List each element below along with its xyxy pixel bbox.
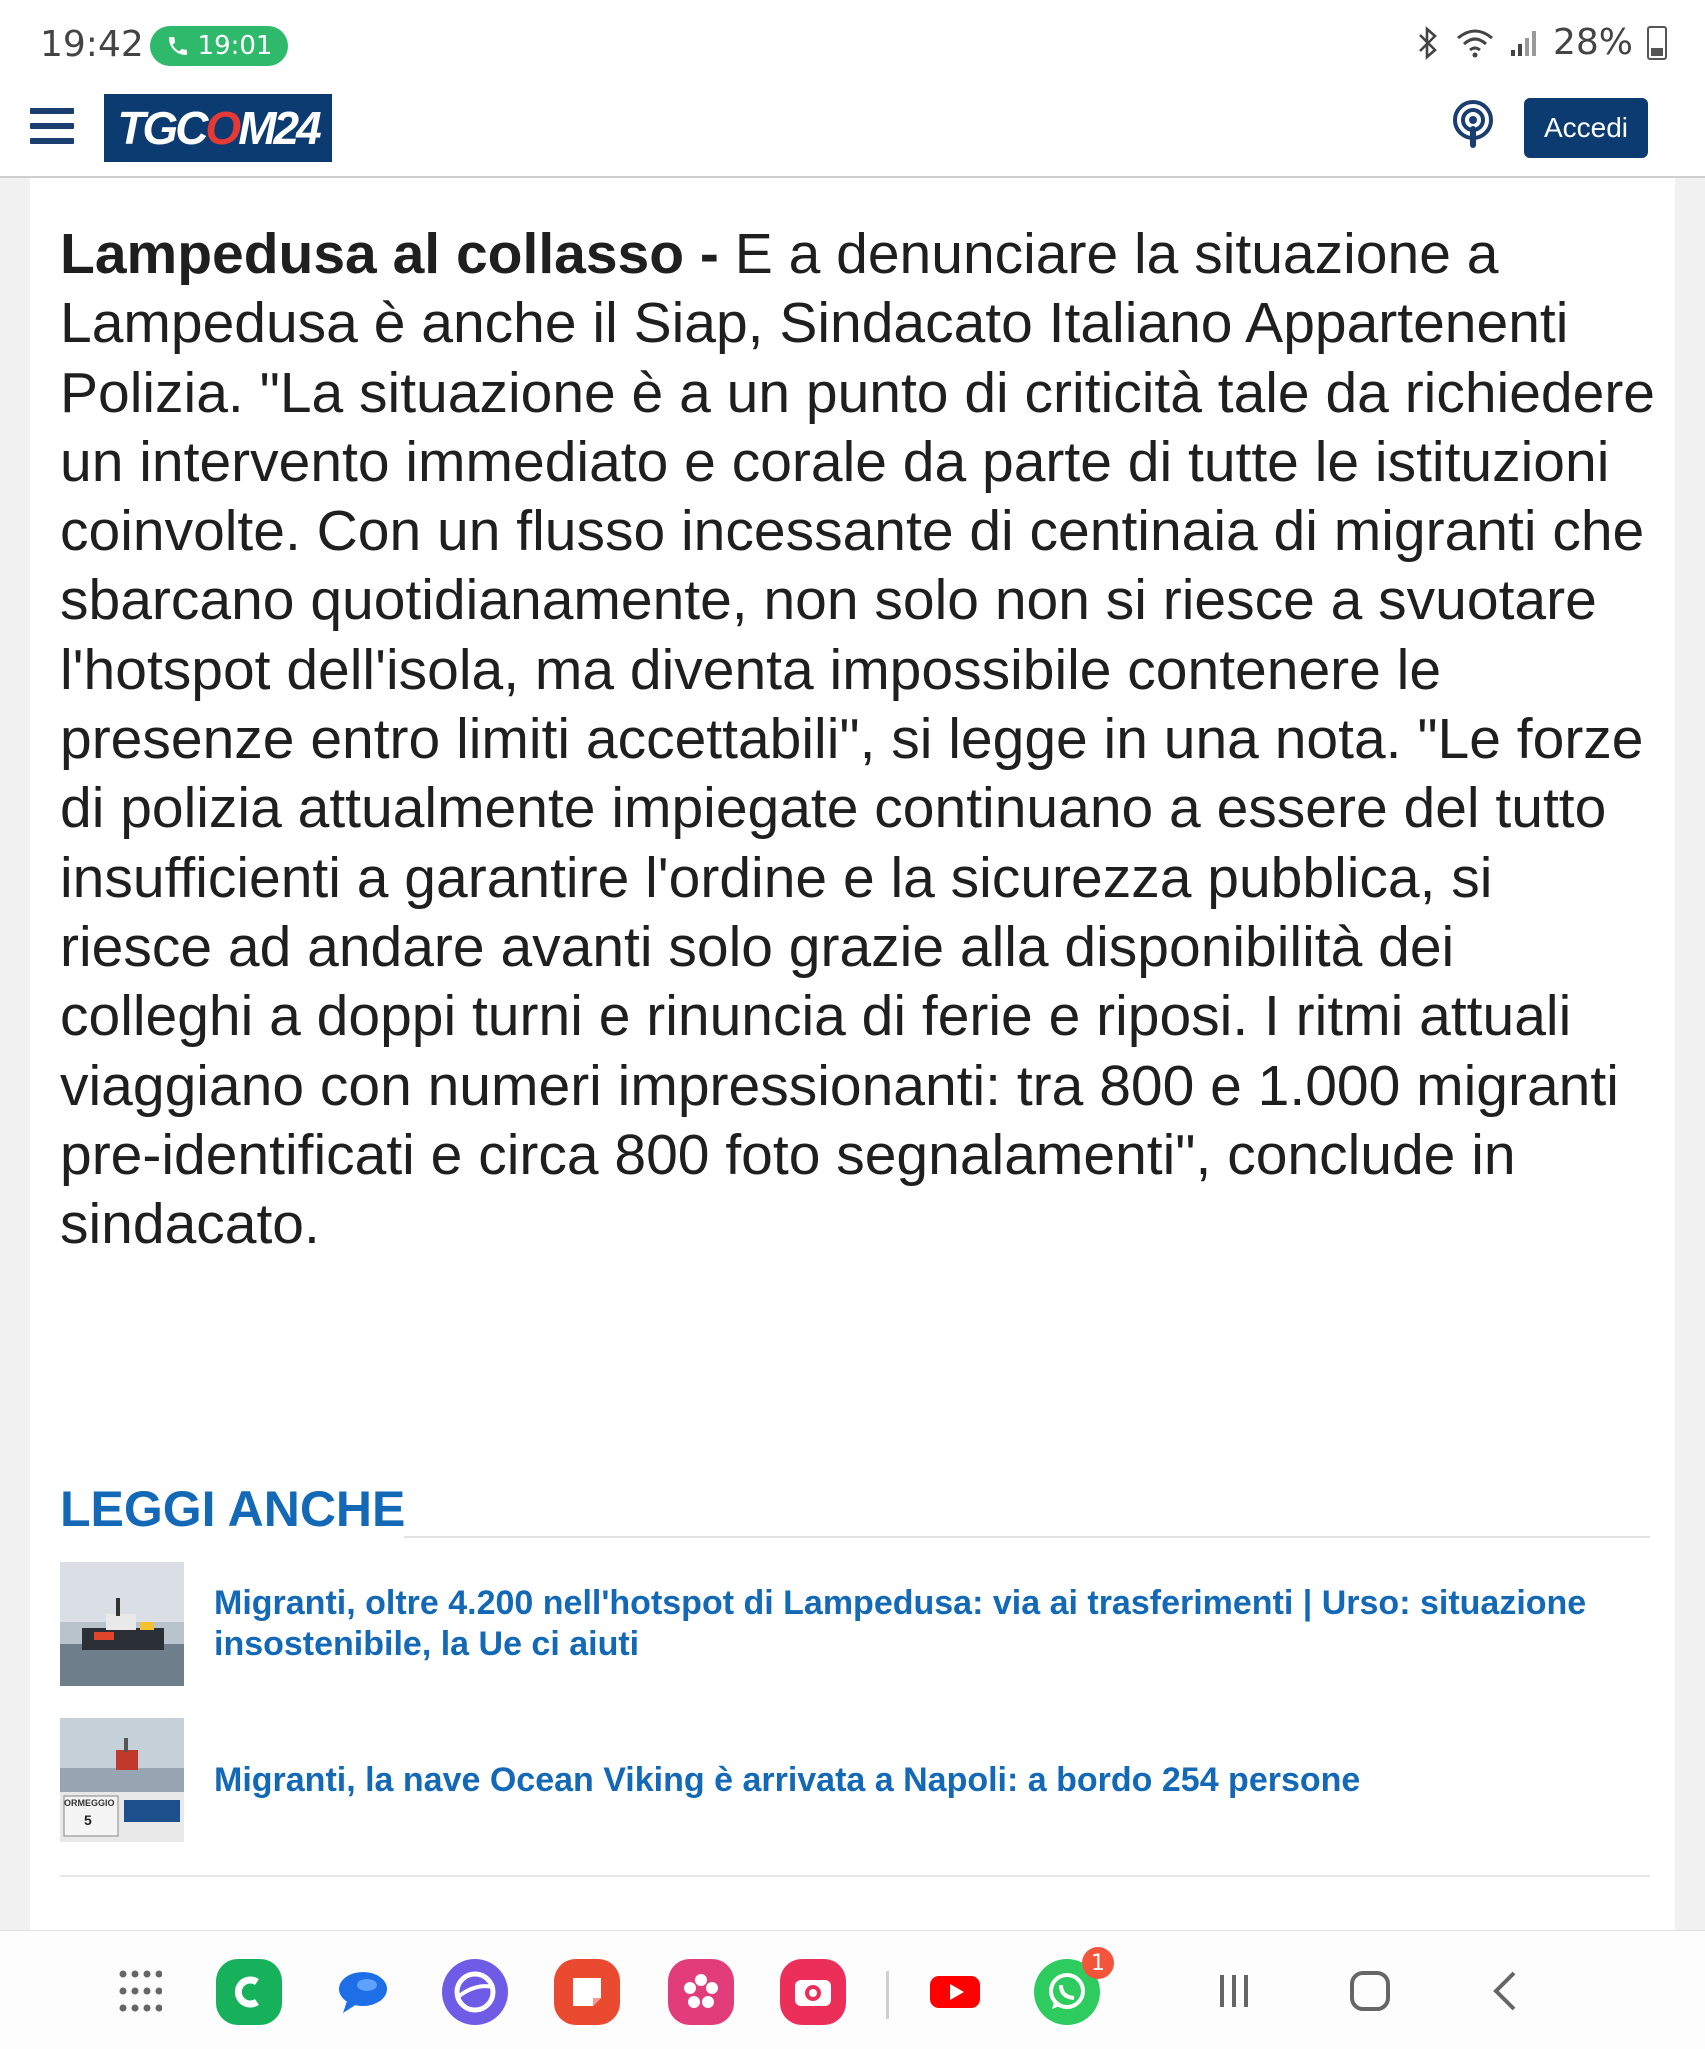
messages-app-icon[interactable]	[330, 1959, 396, 2025]
phone-icon	[166, 34, 190, 58]
ongoing-call-chip[interactable]	[150, 26, 288, 66]
article-paragraph	[60, 220, 1660, 1259]
call-timer: 19:01	[197, 31, 273, 61]
related-thumbnail-ocean-viking	[60, 1718, 184, 1842]
site-header	[0, 92, 1705, 178]
related-article-1[interactable]	[60, 1562, 1650, 1686]
phone-app-icon[interactable]	[216, 1959, 282, 2025]
article-body: E a denunciare la situazione a Lampedusa è anche il Siap, Sindacato Italiano Appartenenti Polizia. "La situazione è a un punto di criticità tale da richiedere un intervento immediato e corale da parte di tutte le istituzioni coinvolte. Con un flusso incessante di centinaia di migranti che sbarcano quotidianamente, non solo non si riesce a svuotare l'hotspot dell'isola, ma diventa impossibile contenere le presenze entro limiti accettabili", si legge in una nota. "Le forze di polizia attualmente impiegate continuano a essere del tutto insufficienti a garantire l'ordine e la sicurezza pubblica, si riesce ad andare avanti solo grazie alla disponibilità dei colleghi a doppi turni e rinuncia di ferie e riposi. I ritmi attuali viaggiano con numeri impressionanti: tra 800 e 1.000 migranti pre-identificati e circa 800 foto segnalamenti", conclude in sindacato.	[60, 222, 1655, 1257]
android-nav-bar	[0, 1930, 1705, 2049]
related-title-2[interactable]: Migranti, la nave Ocean Viking è arrivata a Napoli: a bordo 254 persone	[214, 1760, 1361, 1799]
battery-percent: 28%	[1552, 22, 1633, 63]
section-divider	[60, 1875, 1650, 1877]
podcast-icon[interactable]	[1448, 98, 1498, 152]
article-card	[30, 178, 1675, 1930]
whatsapp-badge: 1	[1082, 1947, 1114, 1979]
status-icons	[1415, 22, 1667, 63]
battery-icon	[1647, 26, 1667, 60]
login-button[interactable]: Accedi	[1524, 98, 1648, 158]
related-article-2[interactable]	[60, 1718, 1650, 1842]
logo-text-2: M24	[238, 102, 319, 154]
internet-app-icon[interactable]	[442, 1959, 508, 2025]
logo-text-1: TGC	[117, 102, 206, 154]
youtube-app-icon[interactable]	[922, 1959, 988, 2025]
leggi-anche-header	[60, 1480, 1650, 1540]
article-lead: Lampedusa al collasso -	[60, 222, 719, 286]
menu-icon[interactable]	[30, 108, 74, 154]
whatsapp-app-icon[interactable]	[1034, 1950, 1105, 2025]
logo-text-o: O	[205, 102, 239, 154]
leggi-anche-divider	[404, 1536, 1650, 1538]
notes-app-icon[interactable]	[554, 1959, 620, 2025]
dock-divider	[886, 1971, 889, 2019]
camera-app-icon[interactable]	[780, 1959, 846, 2025]
thumb-sign-text-1: ORMEGGIO	[64, 1798, 115, 1808]
home-button[interactable]	[1340, 1961, 1400, 2021]
bluetooth-icon	[1415, 26, 1441, 60]
recent-apps-button[interactable]	[1204, 1961, 1264, 2021]
wifi-icon	[1455, 27, 1495, 59]
leggi-anche-title: LEGGI ANCHE	[60, 1481, 406, 1537]
app-drawer-icon[interactable]	[118, 1969, 162, 2013]
related-thumbnail-ship	[60, 1562, 184, 1686]
thumb-sign-text-2: 5	[84, 1812, 92, 1828]
gallery-app-icon[interactable]	[668, 1959, 734, 2025]
signal-icon	[1509, 28, 1539, 58]
related-title-1[interactable]: Migranti, oltre 4.200 nell'hotspot di Lampedusa: via ai trasferimenti | Urso: situazione insostenibile, la Ue ci aiuti	[214, 1584, 1587, 1663]
clock: 19:42	[40, 24, 144, 65]
tgcom24-logo[interactable]	[104, 94, 332, 162]
back-button[interactable]	[1476, 1961, 1536, 2021]
status-bar	[0, 0, 1705, 92]
